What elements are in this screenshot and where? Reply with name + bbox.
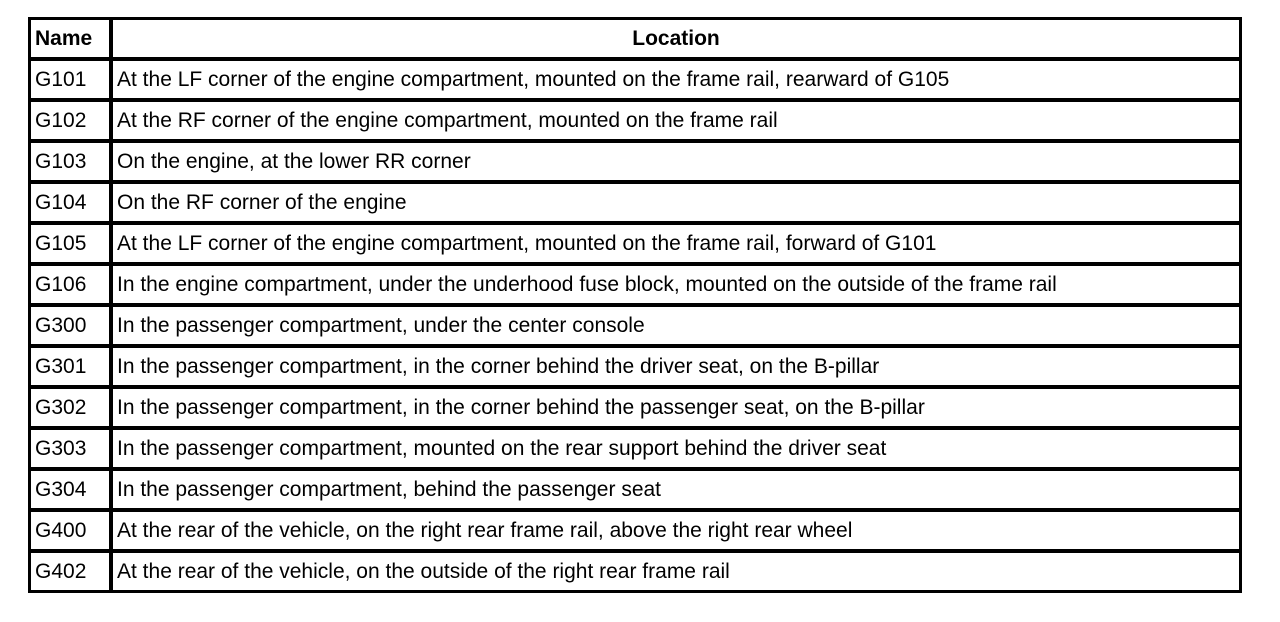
table-row [31, 430, 1239, 467]
ground-location-cell: At the RF corner of the engine compartment, mounted on the frame rail [113, 102, 1239, 139]
ground-locations-table-frame [28, 17, 1242, 593]
ground-location-cell: On the engine, at the lower RR corner [113, 143, 1239, 180]
ground-location-cell: In the engine compartment, under the underhood fuse block, mounted on the outside of the frame rail [113, 266, 1239, 303]
header-name: Name [31, 20, 113, 57]
ground-location-cell: At the LF corner of the engine compartment, mounted on the frame rail, rearward of G105 [113, 61, 1239, 98]
ground-locations-table [31, 16, 1239, 594]
ground-name-cell: G103 [31, 143, 113, 180]
ground-name-cell: G300 [31, 307, 113, 344]
ground-location-cell: At the LF corner of the engine compartment, mounted on the frame rail, forward of G101 [113, 225, 1239, 262]
ground-name-cell: G104 [31, 184, 113, 221]
table-row [31, 389, 1239, 426]
table-row [31, 348, 1239, 385]
ground-location-cell: On the RF corner of the engine [113, 184, 1239, 221]
ground-name-cell: G400 [31, 512, 113, 549]
table-row [31, 102, 1239, 139]
ground-location-cell: In the passenger compartment, behind the passenger seat [113, 471, 1239, 508]
ground-name-cell: G105 [31, 225, 113, 262]
ground-location-cell: In the passenger compartment, in the corner behind the passenger seat, on the B-pillar [113, 389, 1239, 426]
table-row [31, 61, 1239, 98]
ground-location-cell: At the rear of the vehicle, on the right rear frame rail, above the right rear wheel [113, 512, 1239, 549]
table-row [31, 553, 1239, 590]
ground-name-cell: G302 [31, 389, 113, 426]
table-row [31, 143, 1239, 180]
table-row [31, 184, 1239, 221]
ground-name-cell: G402 [31, 553, 113, 590]
table-row [31, 307, 1239, 344]
table-header-row [31, 20, 1239, 57]
table-row [31, 512, 1239, 549]
table-row [31, 471, 1239, 508]
ground-name-cell: G102 [31, 102, 113, 139]
table-row [31, 225, 1239, 262]
ground-name-cell: G301 [31, 348, 113, 385]
ground-location-cell: In the passenger compartment, in the corner behind the driver seat, on the B-pillar [113, 348, 1239, 385]
table-body [31, 61, 1239, 590]
table-row [31, 266, 1239, 303]
ground-location-cell: At the rear of the vehicle, on the outside of the right rear frame rail [113, 553, 1239, 590]
ground-name-cell: G304 [31, 471, 113, 508]
ground-name-cell: G106 [31, 266, 113, 303]
ground-name-cell: G101 [31, 61, 113, 98]
ground-location-cell: In the passenger compartment, under the center console [113, 307, 1239, 344]
ground-name-cell: G303 [31, 430, 113, 467]
ground-location-cell: In the passenger compartment, mounted on the rear support behind the driver seat [113, 430, 1239, 467]
header-location: Location [113, 20, 1239, 57]
